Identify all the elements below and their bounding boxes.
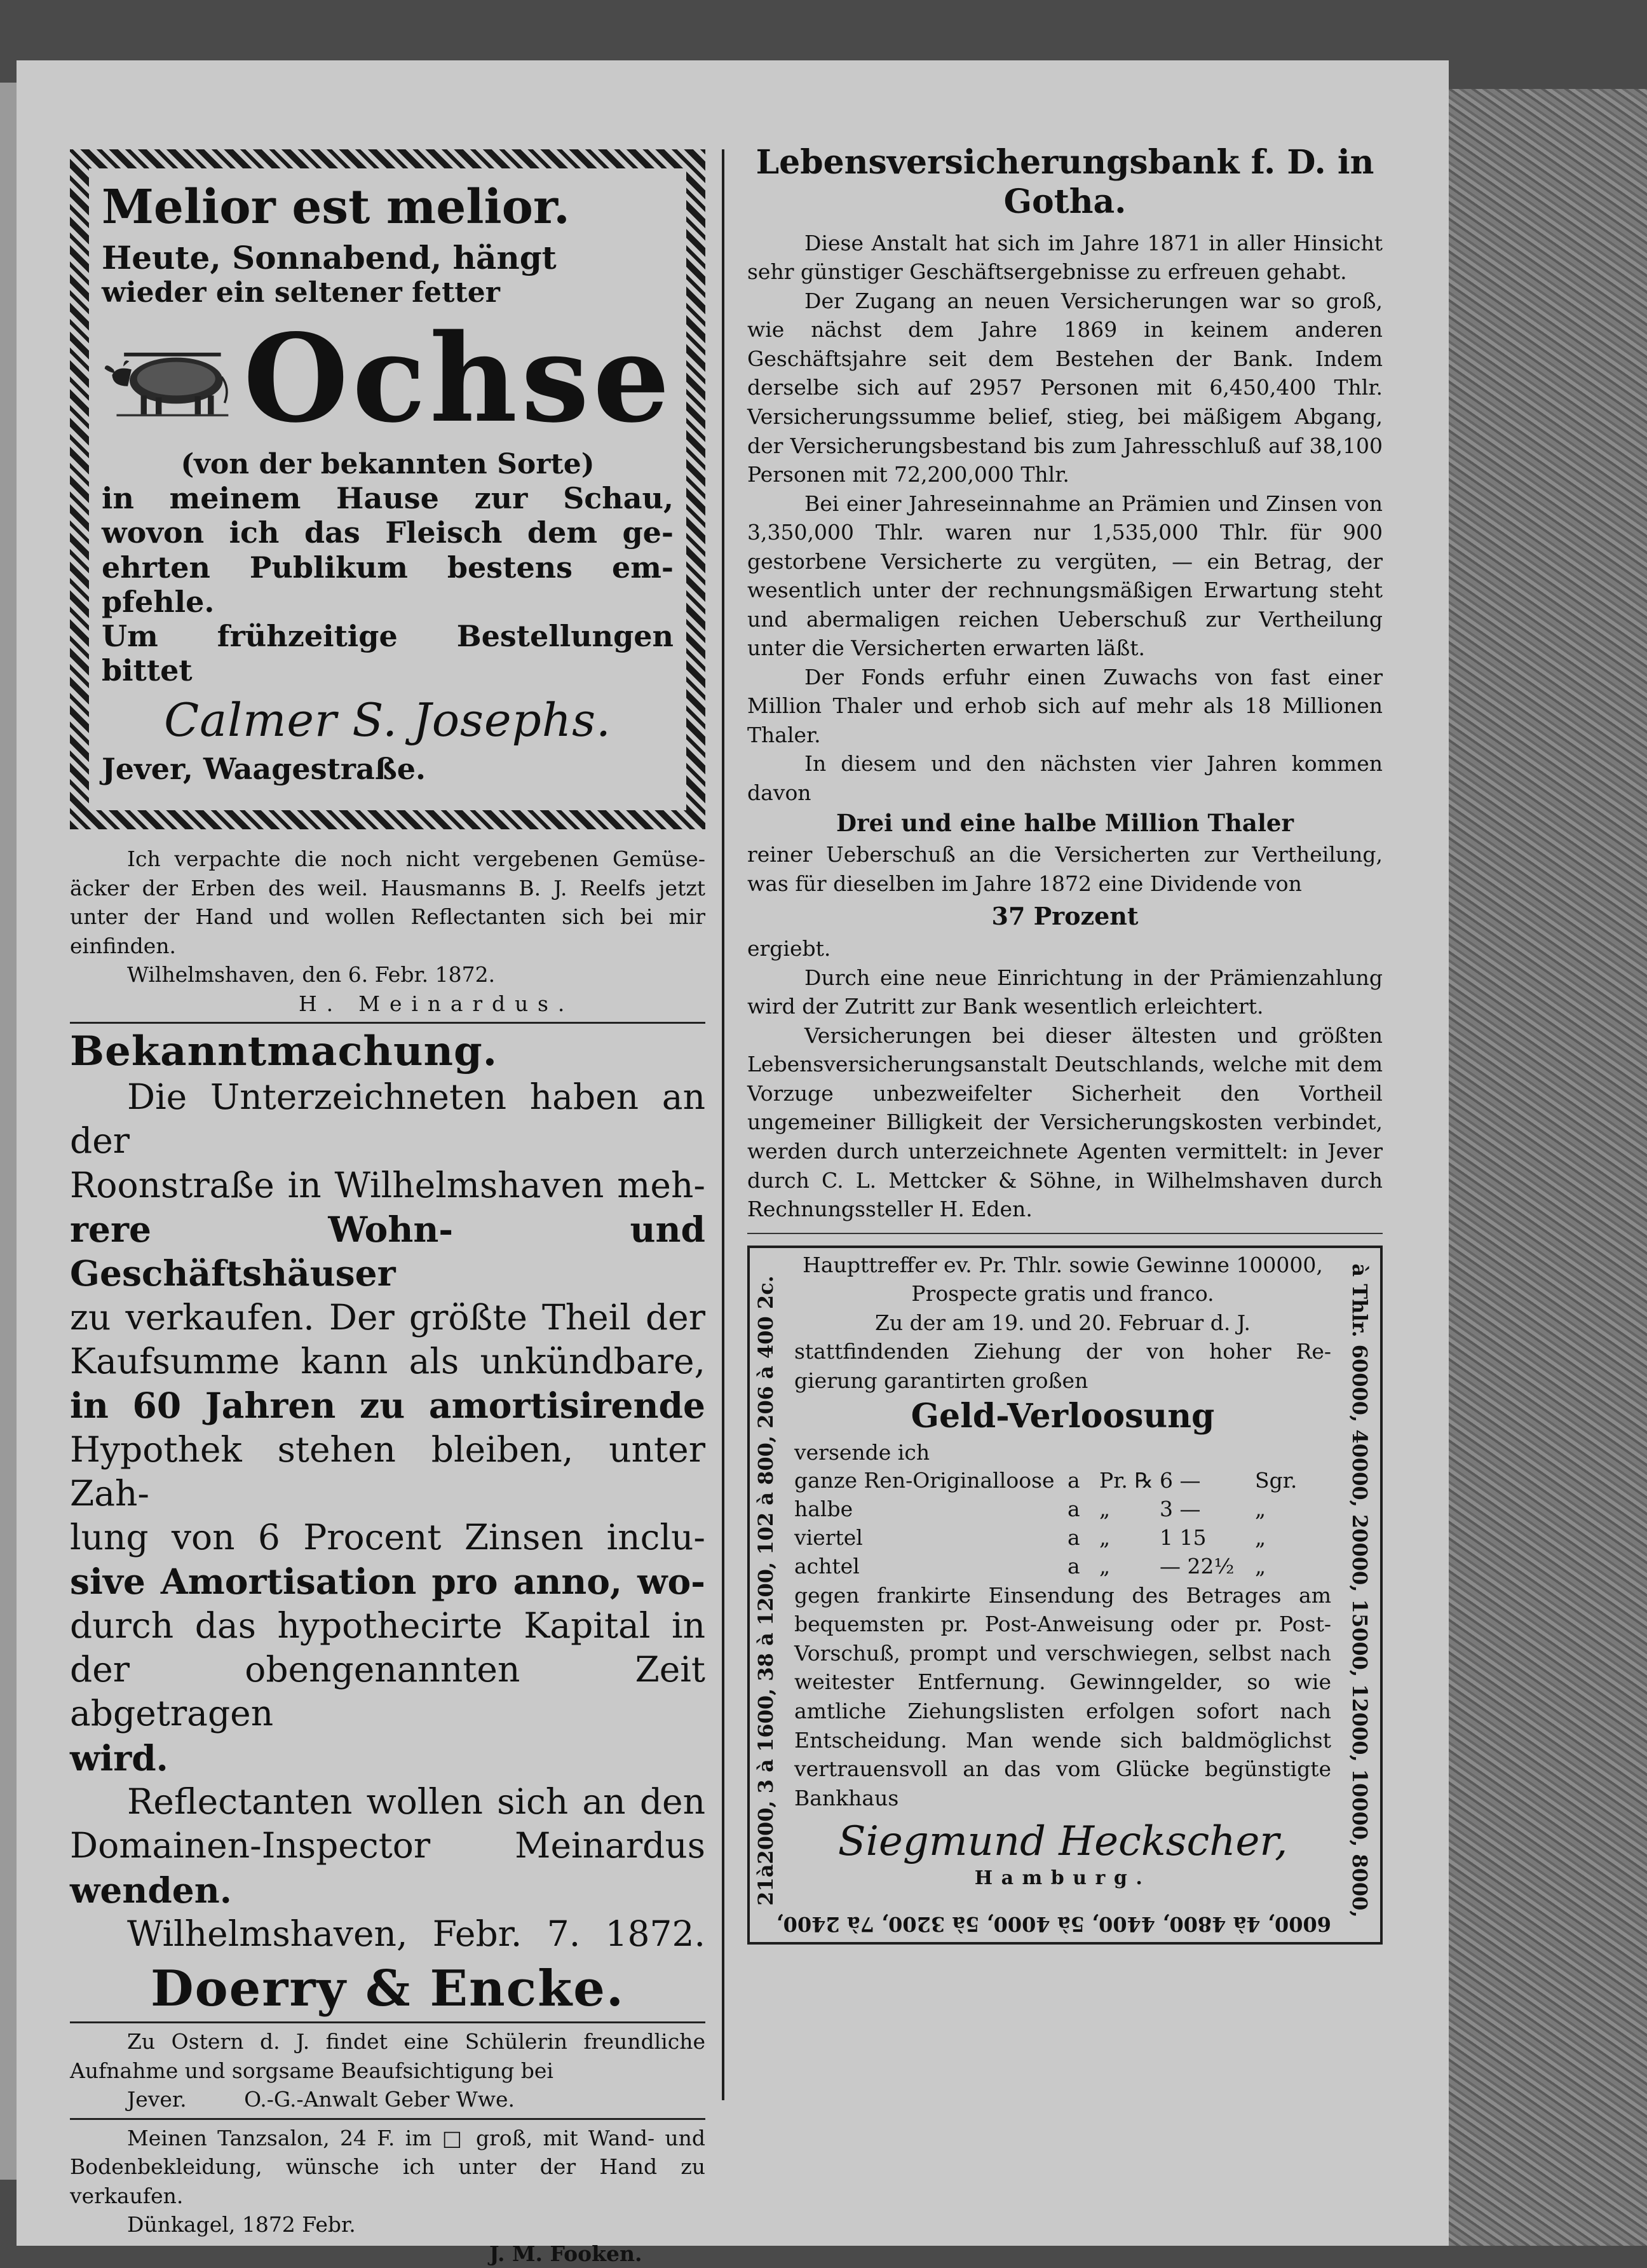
ox-ad-body: in meinem Hause zur Schau, — [102, 481, 674, 516]
dance-ad-text: Meinen Tanzsalon, 24 F. im □ groß, mit Wand- und Bodenbekleidung, wünsche ich unter der Hand zu verkaufen. — [70, 2125, 705, 2208]
announcement-line: lung von 6 Procent Zinsen inclu- — [70, 1517, 705, 1558]
insurance-paragraph: Der Zugang an neuen Versicherungen war so groß, wie nächst dem Jahre 1869 in keinem anderen Geschäftsjahre seit dem Bestehen der Bank. Indem derselbe sich auf 2957 Personen mit 6,450,400 Thlr. Versicherungssumme belief, stieg, bei mäßigem Abgang, der Versicherungsbestand bis zum Jahresschluß auf 38,100 Personen mit 72,200,000 Thlr. — [747, 288, 1383, 487]
announcement-date: Wilhelmshaven, Febr. 7. 1872. — [127, 1913, 705, 1954]
garden-advertisement — [70, 845, 705, 1018]
insurance-paragraph: Bei einer Jahreseinnahme an Prämien und Zinsen von 3,350,000 Thlr. waren nur 1,535,000 Thlr. für 900 gestorbene Versicherte zu vergüten, — ein Betrag, der wesentlich unter der rechnungsmäßigen Erwartung steht und abermaligen reichen Ueberschuß zur Vertheilung unter die Versicherten erwarten läßt. — [747, 491, 1383, 661]
lottery-line: Prospecte gratis und franco. — [911, 1281, 1214, 1307]
lottery-line: gierung garantirten großen — [794, 1368, 1088, 1393]
lottery-line: stattfindenden Ziehung der von hoher Re- — [794, 1339, 1331, 1364]
lottery-send-line: versende ich — [794, 1439, 930, 1465]
insurance-article — [747, 143, 1383, 1224]
column-divider — [722, 149, 724, 2100]
insurance-highlight: Drei und eine halbe Million Thaler — [836, 809, 1294, 838]
price-row — [794, 1524, 1331, 1552]
pupil-ad-place: Jever. — [127, 2087, 187, 2112]
price-value: — 22½ — [1160, 1553, 1235, 1579]
ox-ad-body: pfehle. — [102, 584, 215, 619]
price-value: 6 — — [1160, 1468, 1201, 1493]
announcement-line: wenden. — [70, 1869, 232, 1911]
dance-ad-date: Dünkagel, 1872 Febr. — [127, 2212, 356, 2237]
sale-announcement — [70, 1028, 705, 2018]
announcement-line: zu verkaufen. Der größte Theil der — [70, 1296, 705, 1338]
lottery-content — [794, 1248, 1331, 1890]
ox-big-word: Ochse — [243, 308, 674, 450]
lottery-top-line: Haupttreffer ev. Pr. Thlr. sowie Gewinne 100000, — [803, 1252, 1323, 1277]
right-column — [747, 143, 1383, 1945]
announcement-line: Kaufsumme kann als unkündbare, — [70, 1340, 705, 1382]
lottery-left-side-text: 21à2000, 3 à 1600, 38 à 1200, 102 à 800, 206 à 400 2c. — [754, 1275, 778, 1906]
price-currency: „ — [1099, 1553, 1111, 1579]
scan-page-edge-right — [1449, 89, 1647, 2246]
insurance-dividend: 37 Prozent — [991, 902, 1139, 931]
announcement-line: der obengenannten Zeit abgetragen — [70, 1649, 705, 1734]
lottery-city: Hamburg. — [974, 1867, 1151, 1890]
lottery-advertisement — [747, 1246, 1383, 1945]
price-currency: „ — [1099, 1497, 1111, 1522]
insurance-paragraph: In diesem und den nächsten vier Jahren kommen davon — [747, 751, 1383, 805]
pupil-ad-signature: O.-G.-Anwalt Geber Wwe. — [244, 2087, 515, 2112]
insurance-title: Lebensversicherungsbank f. D. in Gotha. — [756, 143, 1374, 222]
price-currency: Pr. ℞ — [1099, 1468, 1153, 1493]
ox-figure-row — [102, 308, 674, 450]
announcement-line: rere Wohn- und Geschäftshäuser — [70, 1209, 705, 1294]
ox-ad-line: wieder ein seltener fetter — [102, 276, 500, 309]
announcement-title: Bekanntmachung. — [70, 1028, 498, 1076]
announcement-line: durch das hypothecirte Kapital in — [70, 1605, 705, 1646]
price-label: ganze Ren-Originalloose — [794, 1468, 1055, 1493]
insurance-paragraph: reiner Ueberschuß an die Versicherten zur Vertheilung, was für dieselben im Jahre 1872 eine Dividende von — [747, 842, 1383, 896]
garden-ad-text: Ich verpachte die noch nicht vergebenen Gemüse-äcker der Erben des weil. Hausmanns B. J. Reelfs jetzt unter der Hand und wollen Reflectanten sich bei mir einfinden. — [70, 846, 705, 958]
announcement-line: Roonstraße in Wilhelmshaven meh- — [70, 1164, 705, 1205]
announcement-line: in 60 Jahren zu amortisirende — [70, 1385, 705, 1427]
price-label: halbe — [794, 1497, 853, 1522]
lottery-bottom-text: 6000, 4à 4800, 4400, 5à 4000, 5à 3200, 7à 2400, — [776, 1912, 1331, 1936]
announcement-line: Reflectanten wollen sich an den — [127, 1781, 705, 1822]
announcement-line: sive Amortisation pro anno, wo- — [70, 1561, 705, 1603]
announcement-line: wird. — [70, 1737, 168, 1779]
insurance-paragraph: Diese Anstalt hat sich im Jahre 1871 in aller Hinsicht sehr günstiger Geschäftsergebnisse zu erfreuen gehabt. — [747, 230, 1383, 285]
dance-ad-signature: J. M. Fooken. — [489, 2241, 642, 2266]
ox-ad-line: Heute, Sonnabend, hängt — [102, 239, 557, 277]
price-currency: „ — [1099, 1525, 1111, 1551]
ox-ad-body: Um frühzeitige Bestellungen — [102, 619, 674, 654]
price-a: a — [1068, 1468, 1080, 1493]
pupil-advertisement — [70, 2027, 705, 2114]
separator-rule — [70, 2021, 705, 2023]
price-unit: „ — [1255, 1525, 1266, 1551]
ox-ad-address: Jever, Waagestraße. — [102, 751, 426, 786]
lottery-body: gegen frankirte Einsendung des Betrages am bequemsten pr. Post-Anweisung oder pr. Post-Vorschuß, prompt und verschwiegen, selbst nach weitester Entfernung. Gewinngelder, so wie amtliche Ziehungslisten erfolgen sofort nach Entscheidung. Man wende sich baldmöglichst vertrauensvoll an das vom Glücke begünstigte Bankhaus — [794, 1582, 1331, 1810]
ox-ad-body: (von der bekannten Sorte) — [180, 448, 595, 481]
ox-advertisement — [70, 149, 705, 829]
price-a: a — [1068, 1525, 1080, 1551]
announcement-line: Domainen-Inspector Meinardus — [70, 1825, 705, 1866]
scan-page-edge-left — [0, 83, 17, 2180]
ox-illustration — [102, 312, 243, 445]
ox-ad-body: ehrten Publikum bestens em- — [102, 550, 674, 585]
lottery-line: Zu der am 19. und 20. Februar d. J. — [874, 1310, 1251, 1335]
price-label: achtel — [794, 1553, 860, 1579]
insurance-paragraph: Der Fonds erfuhr einen Zuwachs von fast einer Million Thaler und erhob sich auf mehr als 18 Millionen Thaler. — [747, 664, 1383, 747]
announcement-line: Hypothek stehen bleiben, unter Zah- — [70, 1429, 705, 1514]
price-a: a — [1068, 1553, 1080, 1579]
newspaper-page — [17, 60, 1449, 2266]
separator-rule — [70, 2118, 705, 2120]
price-row — [794, 1495, 1331, 1524]
separator-rule — [747, 1233, 1383, 1234]
price-label: viertel — [794, 1525, 863, 1551]
lottery-headline: Geld-Verloosung — [911, 1397, 1215, 1436]
dance-hall-advertisement — [70, 2124, 705, 2268]
ox-ad-body: wovon ich das Fleisch dem ge- — [102, 515, 674, 550]
ox-ad-merchant-name: Calmer S. Josephs. — [164, 693, 611, 747]
price-value: 3 — — [1160, 1497, 1201, 1522]
price-row — [794, 1467, 1331, 1495]
announcement-firm-name: Doerry & Encke. — [150, 1960, 625, 2018]
pupil-ad-text: Zu Ostern d. J. findet eine Schülerin freundliche Aufnahme und sorgsame Beaufsichtigung bei — [70, 2029, 705, 2083]
insurance-paragraph: Durch eine neue Einrichtung in der Prämienzahlung wird der Zutritt zur Bank wesentlich erleichtert. — [747, 965, 1383, 1019]
price-unit: Sgr. — [1255, 1468, 1298, 1493]
left-column — [70, 149, 705, 2268]
price-unit: „ — [1255, 1553, 1266, 1579]
price-row — [794, 1552, 1331, 1581]
pupil-ad-signature-line — [70, 2085, 705, 2114]
price-value: 1 15 — [1160, 1525, 1207, 1551]
price-a: a — [1068, 1497, 1080, 1522]
insurance-paragraph: Versicherungen bei dieser ältesten und größten Lebensversicherungsanstalt Deutschlands, welche mit dem Vorzuge unbezweifelter Sicherheit den Vortheil ungemeiner Billigkeit der Versicherungskosten verbindet, werden durch unterzeichnete Agenten vermittelt: in Jever durch C. L. Mettcker & Söhne, in Wilhelmshaven durch Rechnungssteller H. Eden. — [747, 1022, 1383, 1222]
garden-ad-signature: H. Meinardus. — [299, 991, 574, 1016]
lottery-right-side-text: à Thlr. 60000, 40000, 20000, 15000, 12000, 10000, 8000, — [1348, 1263, 1372, 1918]
insurance-ergiebt: ergiebt. — [747, 936, 831, 961]
garden-ad-date: Wilhelmshaven, den 6. Febr. 1872. — [127, 962, 496, 988]
announcement-line: Die Unterzeichneten haben an der — [70, 1076, 705, 1162]
separator-rule — [70, 1022, 705, 1024]
ox-ad-body: bittet — [102, 653, 193, 688]
lottery-bank-name: Siegmund Heckscher, — [837, 1818, 1288, 1866]
price-unit: „ — [1255, 1497, 1266, 1522]
ox-ad-title: Melior est melior. — [102, 180, 570, 234]
